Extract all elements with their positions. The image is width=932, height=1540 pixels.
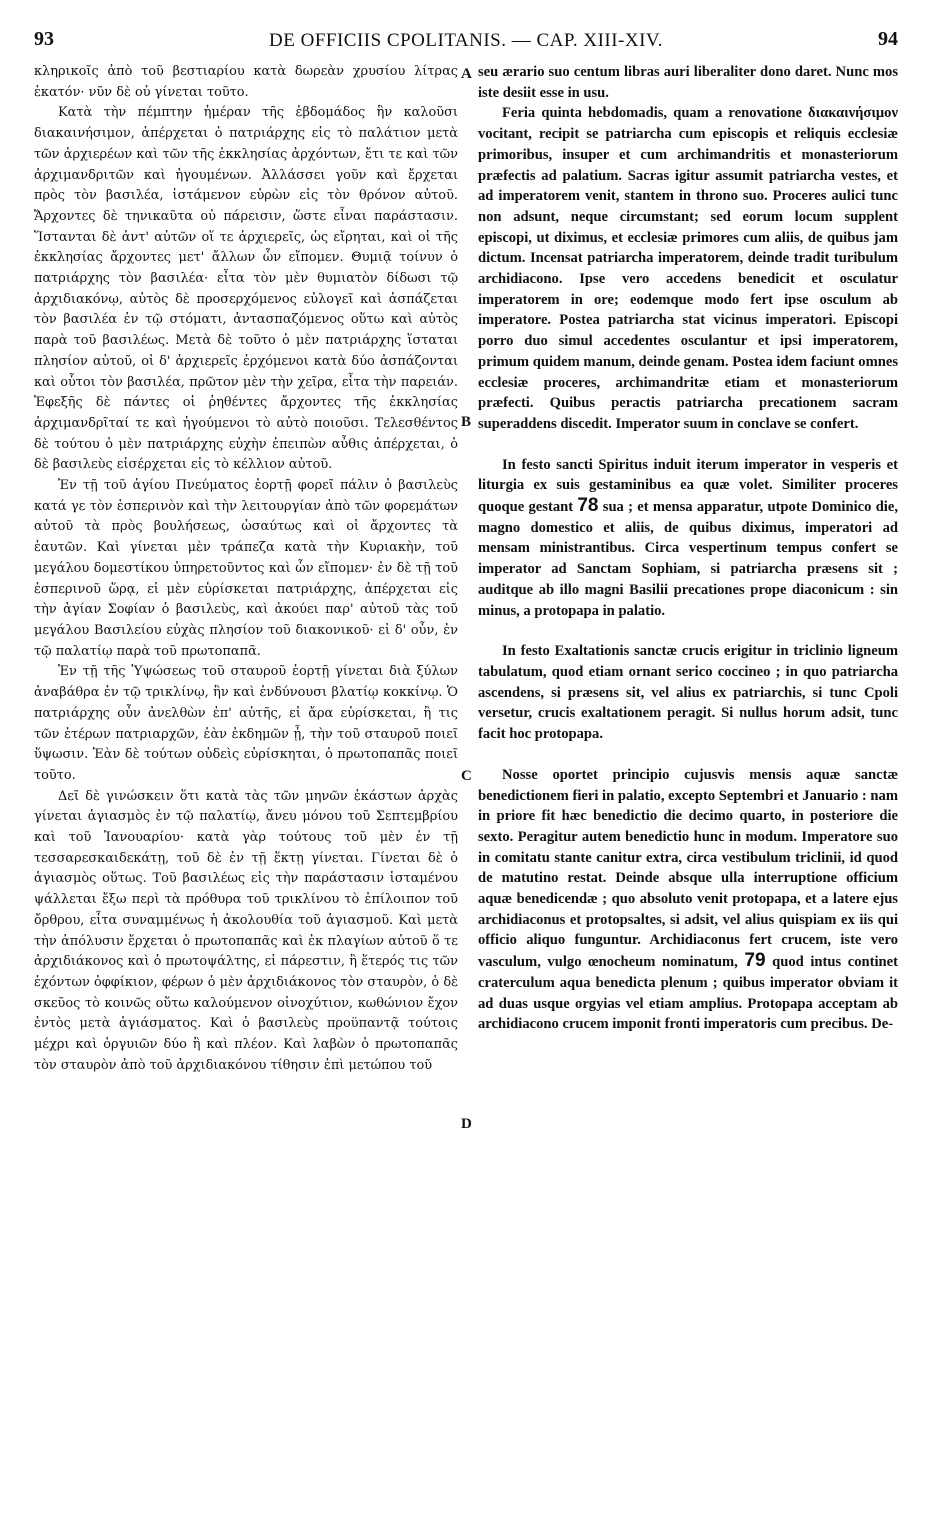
latin-text: sua ; et mensa apparatur, utpote Dominico die, magno domestico et aliis, de quibus diximus, imperatori ad mensam ministrantibus. Circa vespertinum tempus confert se imperator ad Sanctam Sophiam, si patriarcha præsens sit ; auditque ab illo magni Basilii precationes prope diaconicum : sin minus, a protopapa in palatio. (478, 499, 898, 619)
page-header (34, 28, 898, 58)
greek-paragraph: Δεῖ δὲ γινώσκειν ὅτι κατὰ τὰς τῶν μηνῶν ἑκάστων ἀρχὰς γίνεται ἁγιασμὸς ἐν τῷ παλατίῳ, ἄνευ μόνου τοῦ Σεπτεμβρίου καὶ τοῦ Ἰανουαρίου· κατὰ γὰρ τούτους τοῦ μὲν ἐν τῇ τεσσαρεσκαιδεκάτῃ, τοῦ δὲ ἐν τῇ ἕκτῃ γίνεται. Γίνεται δὲ ὁ ἁγιασμὸς οὕτως. Τοῦ βασιλέως εἰς τὴν παράστασιν ἱσταμένου ψάλλεται ἔξω περὶ τὰ πρόθυρα τοῦ τρικλίνου τὸ ἐπίλοιπον τοῦ ὄρθρου, εἶτα συναμμένως ἡ ἀκολουθία τοῦ ἁγιασμοῦ. Καὶ μετὰ τὴν ἀπόλυσιν ἔρχεται ὁ πρωτοπαπᾶς καὶ ἐκ πλαγίων αὐτοῦ ὅ τε ἀρχιδιάκονος καὶ ὁ πρωτοψάλτης, εἰ πάρεστιν, ἢ ἕτερός τις τῶν ἐχόντων ὀφφίκιον, φέρων ὁ μὲν ἀρχιδιάκονος τὸν σταυρὸν, ὁ δὲ σκεῦος τὸ κοινῶς οὕτω καλούμενον οἰνοχύτιον, κωθώνιον ἔχον ἐντὸς μετὰ ἁγιάσματος. Καὶ ὁ βασιλεὺς προϋπαντᾷ τούτοις μέχρι καὶ ὀργυιῶν δύο ἢ καὶ πλέον. Καὶ λαβὼν ὁ πρωτοπαπᾶς τὸν σταυρὸν ἀπὸ τοῦ ἀρχιδιακόνου τίθησιν ἐπὶ μετώπου τοῦ (34, 788, 458, 1073)
source-page-number: 79 (744, 950, 766, 972)
greek-text-column (34, 62, 458, 1076)
running-title: DE OFFICIIS CPOLITANIS. — CAP. XIII-XIV. (269, 30, 663, 51)
page-number-right: 94 (878, 28, 898, 50)
source-page-number: 78 (577, 495, 599, 517)
margin-marker-c: C (461, 768, 472, 784)
margin-marker-d: D (461, 1116, 472, 1132)
latin-paragraph (478, 455, 898, 622)
latin-text: quod intus continet craterculum aqua benedicta plenum ; quibus imperator obviam it ad duas usque orgyias vel etiam amplius. Protopapa acceptam ab archidiacono crucem imponit fronti imperatoris cum precibus. De- (478, 954, 899, 1033)
greek-paragraph: Ἐν τῇ τοῦ ἁγίου Πνεύματος ἑορτῇ φορεῖ πάλιν ὁ βασιλεὺς κατά γε τὸν ἑσπερινὸν καὶ τὴν λειτουργίαν ἀπὸ τῶν φορεμάτων αὐτοῦ τὰ πρὸς βουλήσεως, ὡσαύτως καὶ οἱ ἄρχοντες τὰ ἑαυτῶν. Καὶ γίνεται μὲν τράπεζα κατὰ τὴν Κυριακὴν, τοῦ μεγάλου δομεστίκου ὑπηρετοῦντος καὶ ὧν εἴπομεν· ἐν δὲ τῇ τοῦ ἑσπερινοῦ ὥρᾳ, εἰ μὲν εὑρίσκεται πατριάρχης, ἀπέρχεται εἰς τὴν ἁγίαν Σοφίαν ὁ βασιλεὺς, καὶ ἀκούει παρ' αὐτοῦ τὰς τοῦ μεγάλου Βασιλείου εὐχὰς πλησίον τοῦ διακονικοῦ· εἰ δ' οὖν, ἐν τῷ παλατίῳ παρὰ τοῦ πρωτοπαπᾶ. (34, 478, 458, 659)
latin-paragraph (478, 765, 898, 1035)
greek-paragraph: Κατὰ τὴν πέμπτην ἡμέραν τῆς ἑβδομάδος ἣν καλοῦσι διακαινήσιμον, ἀπέρχεται ὁ πατριάρχης εἰς τὸ παλάτιον μετὰ τῶν ἀρχιερέων καὶ τῶν τῆς ἐκκλησίας ἀρχόντων, ἔτι τε καὶ τῶν ἀρχιμανδριτῶν καὶ ἡγουμένων. Ἀλλάσσει γοῦν καὶ ἔρχεται πρὸς τὸν βασιλέα, ἱστάμενον εὑρὼν εἰς τὸν θρόνον αὐτοῦ. Ἄρχοντες δὲ τηνικαῦτα οὐ πάρεισιν, ὥστε εἶναι παράστασιν. Ἵστανται δὲ ἀντ' αὐτῶν οἵ τε ἀρχιερεῖς, ὡς εἴρηται, καὶ οἱ τῆς ἐκκλησίας ἄρχοντες μετ' ἄλλων ὧν εἴπομεν. Θυμιᾷ τοίνυν ὁ πατριάρχης τὸν βασιλέα· εἶτα τὸν μὲν θυμιατὸν δίδωσι τῷ ἀρχιδιακόνῳ, αὐτὸς δὲ προσερχόμενος εὐλογεῖ καὶ ἀσπάζεται τὸν βασιλέα ἐν τῷ στόματι, ἀντασπαζόμενος οὕτω καὶ αὐτὸς παρὰ τοῦ βασιλέως. Μετὰ δὲ τοῦτο ὁ μὲν πατριάρχης ἵσταται πλησίον αὐτοῦ, οἱ δ' ἀρχιερεῖς ἐρχόμενοι κατὰ δύο ἀσπάζονται καὶ οὗτοι τὸν βασιλέα, πρῶτον μὲν τὴν χεῖρα, εἶτα τὴν παρειάν. Ἐφεξῆς δὲ πάντες οἱ ῥηθέντες ἄρχοντες τῆς ἐκκλησίας ἀρχιμανδρῖταί τε καὶ ἡγούμενοι τὸ αὐτὸ ποιοῦσι. Τελεσθέντος δὲ τούτου ὁ μὲν πατριάρχης εὐχὴν ἐπειπὼν αὖθις ἀπέρχεται, ὁ δὲ βασιλεὺς εἰσέρχεται εἰς τὸ κέλλιον αὐτοῦ. (34, 105, 458, 473)
margin-marker-b: B (461, 414, 472, 430)
greek-paragraph: κληρικοῖς ἀπὸ τοῦ βεστιαρίου κατὰ δωρεὰν χρυσίου λίτρας ἑκατόν· νῦν δὲ οὐ γίνεται τοῦτο. (34, 64, 458, 100)
latin-paragraph: Feria quinta hebdomadis, quam a renovatione διακαινήσιμον vocitant, recipit se patriarcha cum episcopis et reliquis ecclesiæ primoribus, insuper et cum archimandritis et monasteriorum præfectis ad palatium. Sacras igitur assumit patriarcha vestes, et ad imperatorem venit, stantem in throno suo. Proceres aulici tunc non adsunt, neque circumstant; sed eorum locum supplent episcopi, ut diximus, et ecclesiæ primores cum aliis, de quibus jam dictum. Incensat patriarcha imperatorem, deinde tradit turibulum archidiacono. Ipse vero accedens benedicit et osculatur imperatorem in ore; eodemque modo fert ipse osculum ab imperatore. Postea patriarcha stat vicinus imperatori. Episcopi porro duo simul accedentes osculantur et ipsi imperatorem, primum quidem manum, deinde genam. Postea idem faciunt omnes ecclesiæ proceres, archimandritæ etiam et monasteriorum præfecti. Quibus peractis patriarcha precationem sacram superaddens discedit. Imperator suum in conclave se confert. (478, 105, 898, 432)
latin-text-column (478, 62, 898, 1035)
latin-text: In festo sancti Spiritus induit iterum imperator in vesperis et liturgia ex suis gestaminibus ea quæ volet. Similiter proceres quoque gestant (478, 456, 898, 516)
margin-marker-a: A (461, 66, 472, 82)
page-number-left: 93 (34, 28, 54, 50)
latin-paragraph: In festo Exaltationis sanctæ crucis erigitur in triclinio ligneum tabulatum, quod etiam ornant serico coccineo ; in quo patriarcha ascendens, si præsens sit, vel alius ex patriarchis, si tunc Cpoli versetur, crucis exaltationem peragit. Si nullus horum adsit, tunc facit hoc protopapa. (478, 643, 898, 743)
greek-paragraph: Ἐν τῇ τῆς Ὑψώσεως τοῦ σταυροῦ ἑορτῇ γίνεται διὰ ξύλων ἀναβάθρα ἐν τῷ τρικλίνῳ, ἣν καὶ ἐνδύνουσι βλατίῳ κοκκίνῳ. Ὁ πατριάρχης οὖν ἀνελθὼν ἐπ' αὐτῆς, εἰ ἄρα εὑρίσκεται, ἢ τις τῶν ἑτέρων πατριαρχῶν, ἐὰν ἐκδημῶν ᾖ, τὴν τοῦ σταυροῦ ποιεῖ ὕψωσιν. Ἐὰν δὲ τούτων οὐδεὶς εὑρίσκηται, ὁ πρωτοπαπᾶς ποιεῖ τοῦτο. (34, 664, 458, 783)
latin-paragraph: seu ærario suo centum libras auri liberaliter dono daret. Nunc mos iste desiit esse in usu. (478, 64, 898, 101)
latin-text: Nosse oportet principio cujusvis mensis aquæ sanctæ benedictionem fieri in palatio, excepto Septembri et Januario : nam in priore fit hæc benedictio die decimo quarto, in posteriore die sexto. Peragitur autem benedictio hunc in modum. Imperatore suo in comitatu stante canitur extra, circa vestibulum triclinii, id quod de matutino restat. Deinde absque ulla interruptione officium aquæ benedicendæ ; quo absoluto venit protopapa, et a latere ejus archidiaconus et protopsaltes, si adsit, vel alius quispiam ex iis qui officio aliquo funguntur. Archidiaconus fert crucem, iste vero vasculum, vulgo œnocheum nominatum, (478, 766, 898, 971)
